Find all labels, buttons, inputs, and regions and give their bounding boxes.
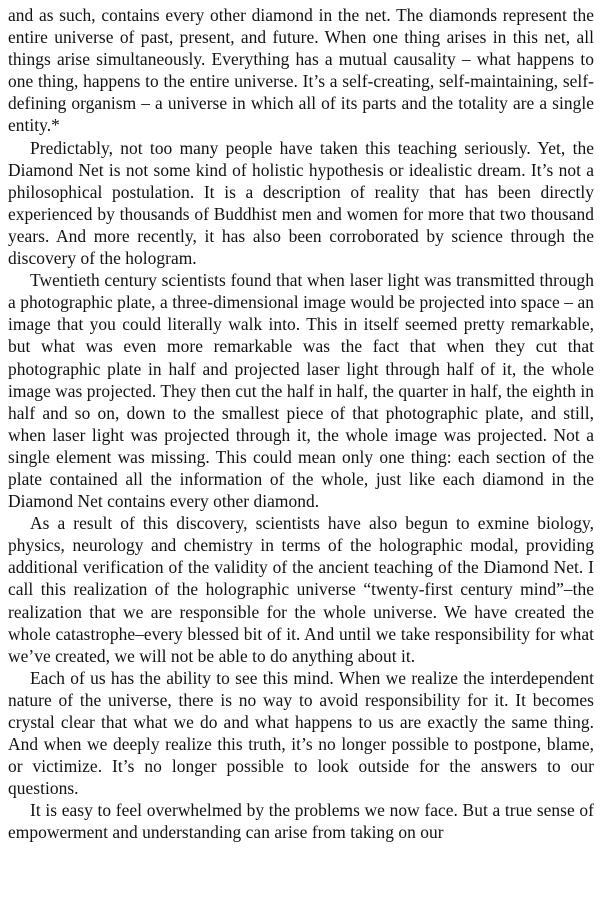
paragraph-4: As a result of this discovery, scientists have also begun to exmine biology, physics, neurology and chemistry in terms of the holographic modal, providing additional verification of the validity of the ancient teaching of the Diamond Net. I call this realization of the holographic universe “twenty-first century mind”–the realization that we are responsible for the whole universe. We have created the whole catastrophe–every blessed bit of it. And until we take responsibility for what we’ve created, we will not be able to do anything about it. <box>8 513 594 666</box>
paragraph-3: Twentieth century scientists found that when laser light was transmitted through a photographic plate, a three-dimensional image would be projected into space – an image that you could literally walk into. This in itself seemed pretty remarkable, but what was even more remarkable was the fact that when they cut that photographic plate in half and projected laser light through half of it, the whole image was projected. They then cut the half in half, the quarter in half, the eighth in half and so on, down to the smallest piece of that photographic plate, and still, when laser light was projected through it, the whole image was projected. Not a single element was missing. This could mean only one thing: each section of the plate contained all the information of the whole, just like each diamond in the Diamond Net contains every other diamond. <box>8 270 594 512</box>
paragraph-5: Each of us has the ability to see this mind. When we realize the interdependent nature of the universe, there is no way to avoid responsibility for it. It becomes crystal clear that what we do and what happens to us are exactly the same thing. And when we deeply realize this truth, it’s no longer possible to postpone, blame, or victimize. It’s no longer possible to look outside for the answers to our questions. <box>8 667 594 799</box>
paragraph-6: It is easy to feel overwhelmed by the problems we now face. But a true sense of empowerment and understanding can arise from taking on our <box>8 800 594 843</box>
book-page <box>8 4 594 844</box>
paragraph-1: and as such, contains every other diamond in the net. The diamonds represent the entire universe of past, present, and future. When one thing arises in this net, all things arise simultaneously. Everything has a mutual causality – what happens to one thing, happens to the entire universe. It’s a self-creating, self-maintaining, self-defining organism – a universe in which all of its parts and the totality are a single entity.* <box>8 5 594 136</box>
paragraph-2: Predictably, not too many people have taken this teaching seriously. Yet, the Diamond Net is not some kind of holistic hypothesis or idealistic dream. It’s not a philosophical postulation. It is a description of reality that has been directly experienced by thousands of Buddhist men and women for more that two thousand years. And more recently, it has also been corroborated by science through the discovery of the hologram. <box>8 137 594 269</box>
